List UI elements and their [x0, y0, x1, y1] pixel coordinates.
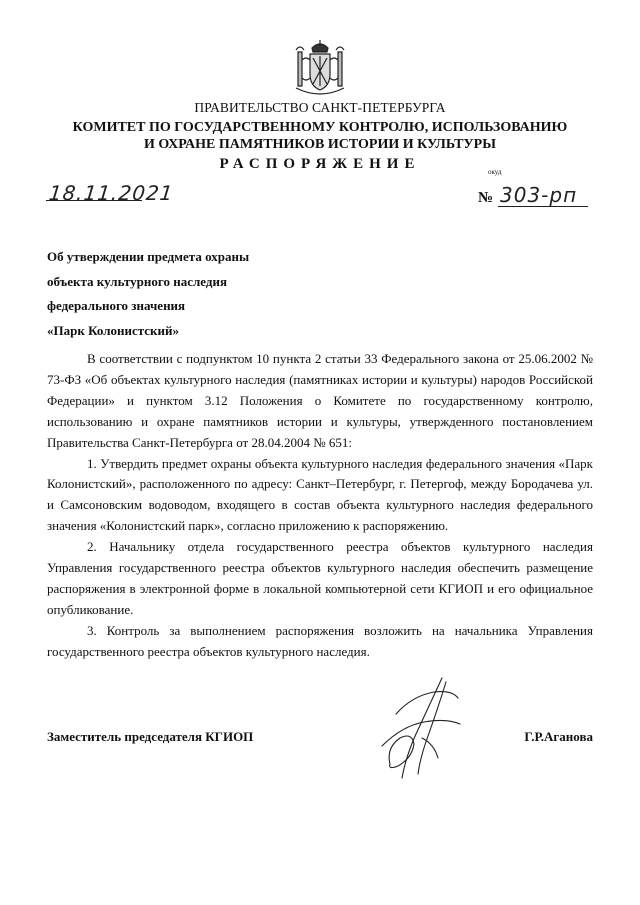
document-date: 18.11.2021 [47, 181, 175, 205]
number-sign: № [478, 190, 494, 206]
committee-title-line2: И ОХРАНЕ ПАМЯТНИКОВ ИСТОРИИ И КУЛЬТУРЫ [144, 137, 496, 152]
coat-of-arms-icon [290, 38, 350, 100]
body-item-2: 2. Начальнику отдела государственного реестра объектов культурного наследия Управления государственного реестра объектов культурного наследия обеспечить размещение распоряжения в электронной форме в локальной компьютерной сети КГИОП и его официальное опубликование. [47, 539, 593, 617]
body-item-3: 3. Контроль за выполнением распоряжения возложить на начальника Управления государственного реестра объектов культурного наследия. [47, 622, 593, 659]
subject-line1: Об утверждении предмета охраны [47, 249, 250, 264]
committee-title-line1: КОМИТЕТ ПО ГОСУДАРСТВЕННОМУ КОНТРОЛЮ, ИСПОЛЬЗОВАНИЮ [72, 120, 568, 135]
document-subject [47, 245, 307, 343]
document-body [47, 349, 593, 663]
handwritten-signature-icon [372, 674, 464, 786]
subject-line3: федерального значения [47, 298, 186, 313]
document-type: РАСПОРЯЖЕНИЕ [219, 156, 421, 172]
okud-label: окуд [488, 168, 502, 176]
signer-name: Г.Р.Аганова [524, 729, 593, 744]
subject-line4: «Парк Колонистский» [47, 322, 180, 338]
number-underline [498, 206, 588, 207]
date-underline [46, 200, 142, 202]
committee-title [0, 119, 640, 153]
body-preamble: В соответствии с подпунктом 10 пункта 2 статьи 33 Федерального закона от 25.06.2002 № 73-ФЗ «Об объектах культурного наследия (памятниках истории и культуры) народов Российской Федерации» и пунктом 3.12 Положения о Комитете по государственному контролю, использованию и охране памятников истории и культуры, утвержденного постановлением Правительства Санкт-Петербурга от 28.04.2004 № 651: [47, 351, 593, 450]
government-title: ПРАВИТЕЛЬСТВО САНКТ-ПЕТЕРБУРГА [194, 100, 446, 115]
document-number: 303-рп [500, 183, 578, 207]
body-item-1: 1. Утвердить предмет охраны объекта культурного наследия федерального значения «Парк Колонистский», расположенного по адресу: Санкт–Петербург, г. Петергоф, между Бородачева ул. и Самсоновским водоводом, входящего в состав объекта культурного наследия федерального значения «Колонистский парк», согласно приложению к распоряжению. [47, 455, 593, 534]
signer-position: Заместитель председателя КГИОП [47, 729, 254, 744]
subject-line2: объекта культурного наследия [47, 273, 227, 289]
